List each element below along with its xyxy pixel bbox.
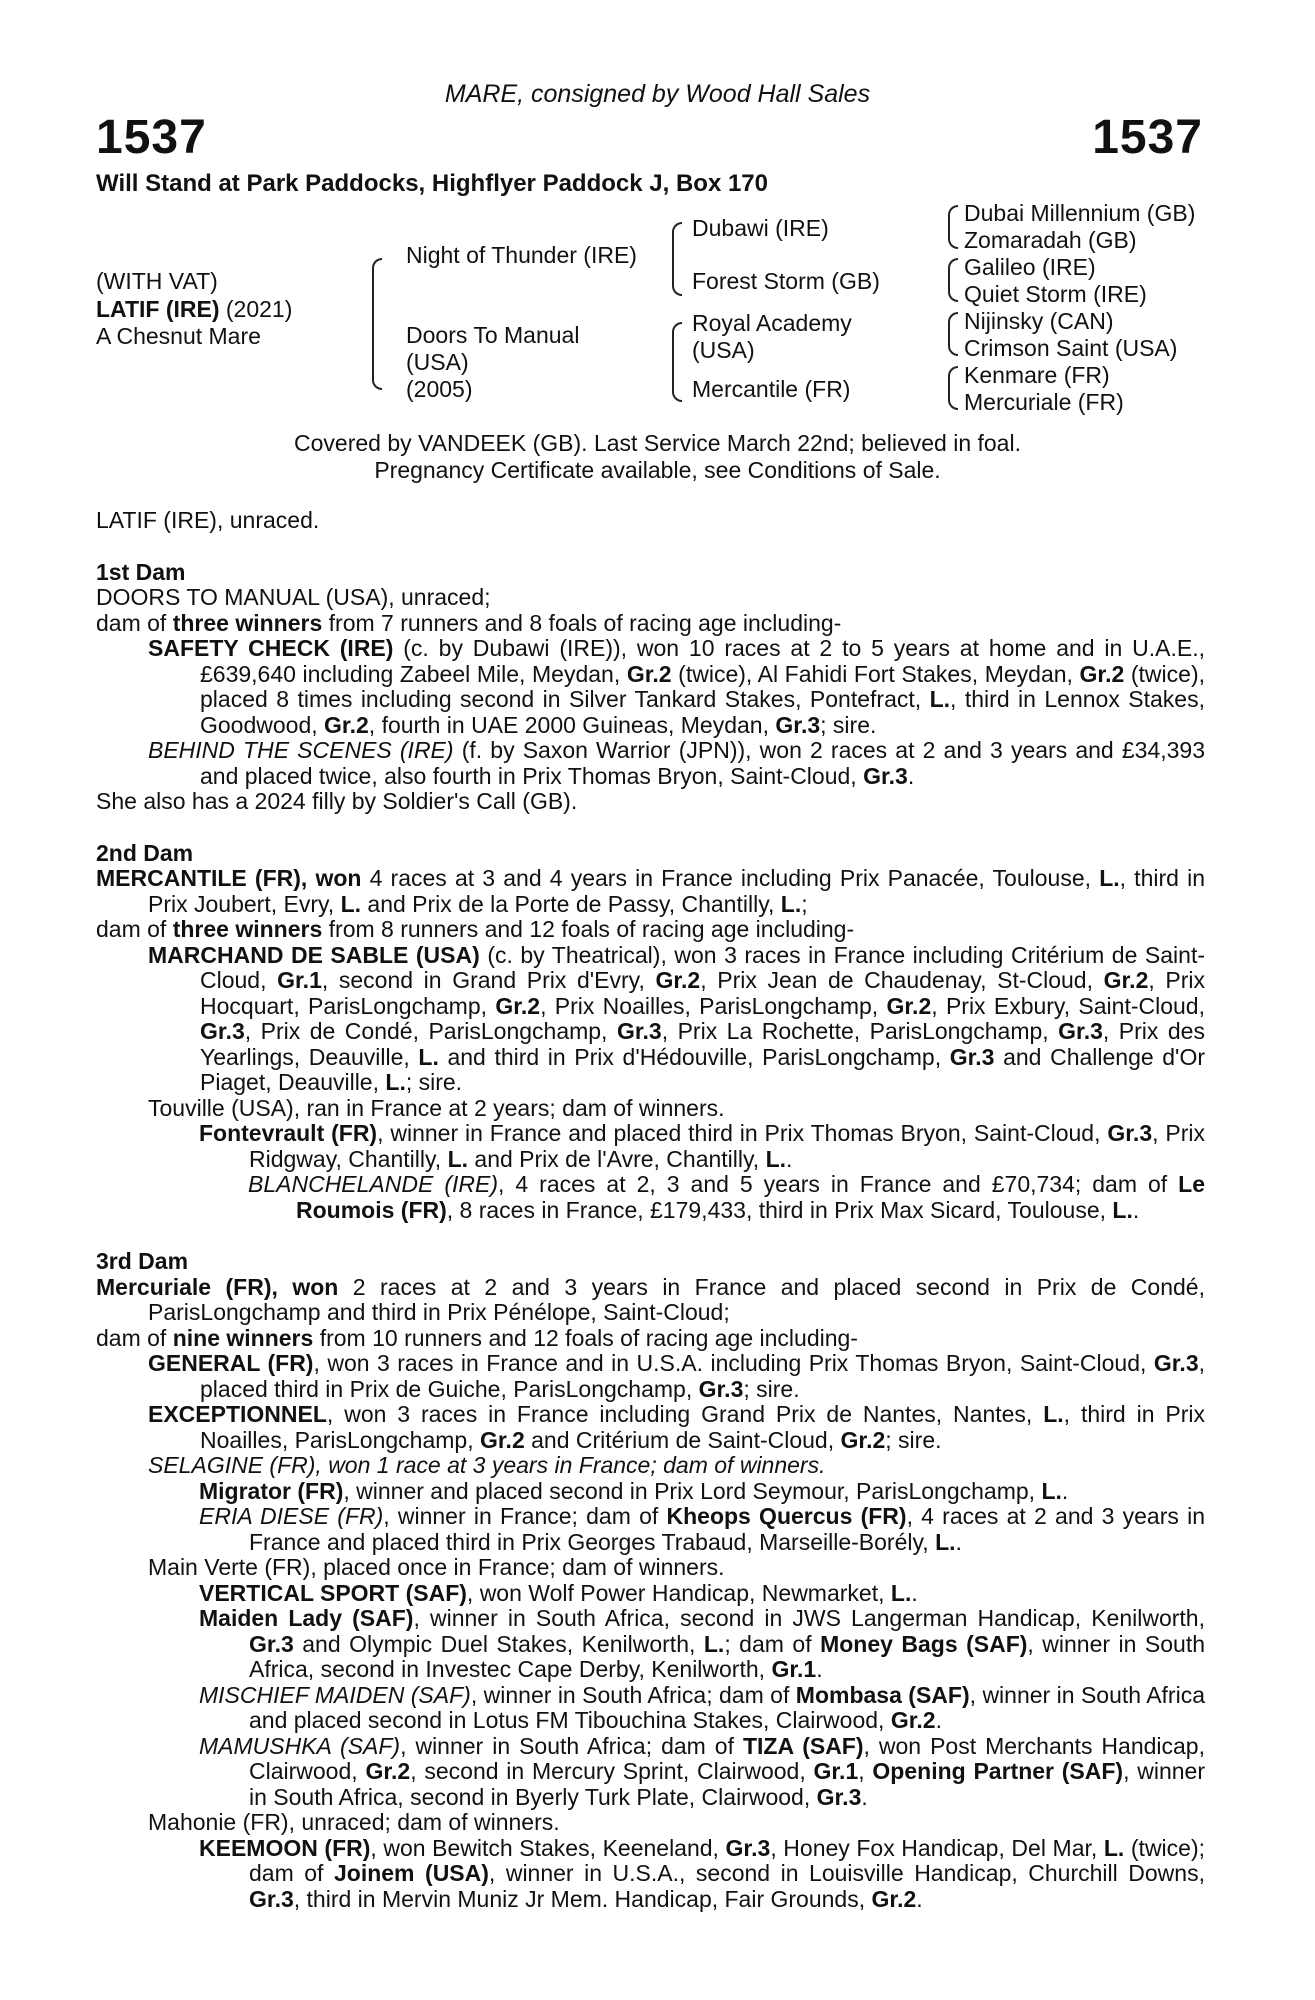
second-dam-record [96, 866, 1205, 917]
progeny-marchand-de-sable [96, 943, 1205, 1096]
won: , won [271, 1273, 339, 1300]
progeny-mamushka [96, 1734, 1205, 1811]
text: from 7 runners and 8 foals of racing age including- [322, 609, 842, 636]
grade: Gr.2 [655, 967, 701, 993]
progeny-general [96, 1351, 1205, 1402]
horse-name: LATIF (IRE) [96, 296, 220, 322]
second-dam-dam-of [96, 917, 1205, 943]
horse-name: VERTICAL SPORT (SAF) [199, 1579, 467, 1606]
grade: L. [1103, 1834, 1125, 1861]
horse-name: Opening Partner (SAF) [872, 1758, 1124, 1784]
grade: Gr.2 [871, 1885, 917, 1912]
progeny-eria-diese [96, 1504, 1205, 1555]
text: and Olympic Duel Stakes, Kenilworth, [293, 1630, 704, 1657]
text: , Prix Ridgway, Chantilly, [249, 1120, 1206, 1172]
grade: L. [447, 1145, 469, 1172]
text: (twice), placed 8 times including second in Silver Tankard Stakes, Pontefract, [200, 660, 1205, 712]
text: , Prix Hocquart, ParisLongchamp, [200, 967, 1205, 1019]
text: , Prix Exbury, Saint-Cloud, [931, 992, 1205, 1019]
pedigree-brace-main [372, 258, 382, 390]
text: , winner and placed second in Prix Lord Seymour, ParisLongchamp, [343, 1477, 1042, 1504]
pedigree-sdd: Quiet Storm (IRE) [964, 281, 1147, 307]
pedigree-dam-2: (USA) [406, 349, 469, 375]
horse-name: ERIA DIESE (FR) [199, 1503, 384, 1529]
pedigree-brace-dam [672, 322, 682, 402]
grade: Gr.2 [495, 992, 541, 1019]
text: dam of [96, 916, 173, 942]
text: dam of [96, 1324, 173, 1351]
grade: Gr.2 [886, 992, 932, 1019]
grade: Gr.1 [771, 1656, 817, 1682]
progeny-mischief-maiden [96, 1683, 1205, 1734]
grade: L. [418, 1043, 439, 1070]
text: (twice); dam of [249, 1834, 1206, 1886]
pedigree-dd: Mercantile (FR) [692, 376, 851, 402]
grade: Gr.3 [816, 1783, 862, 1810]
winners-count: three winners [172, 916, 323, 942]
grade: L. [1043, 1401, 1064, 1427]
text: , second in Grand Prix d'Evry, [321, 967, 656, 993]
horse-name: MISCHIEF MAIDEN (SAF) [199, 1681, 471, 1708]
text: , fourth in UAE 2000 Guineas, Meydan, [368, 711, 776, 738]
third-dam-heading: 3rd Dam [96, 1248, 189, 1274]
grade: Gr.2 [1103, 967, 1149, 993]
text: (f. by Saxon Warrior (JPN)), won 2 races at 2 and 3 years and £34,393 and placed twice, also fourth in Prix Thomas Bryon, Saint-Cloud, [200, 737, 1205, 789]
text: , winner in France and placed third in Prix Thomas Bryon, Saint-Cloud, [377, 1120, 1108, 1146]
catalogue-body [96, 508, 1205, 1912]
progeny-blanchelande [96, 1172, 1205, 1223]
grade: L. [929, 686, 951, 712]
text: from 10 runners and 12 foals of racing age including- [313, 1324, 858, 1351]
grade: Gr.3 [249, 1630, 294, 1657]
covered-line-1: Covered by VANDEEK (GB). Last Service March 22nd; believed in foal. [294, 430, 1021, 456]
horse-name: TIZA (SAF) [742, 1732, 864, 1759]
text: ; sire. [885, 1426, 942, 1453]
covered-note [0, 430, 1315, 484]
pedigree-sd: Forest Storm (GB) [692, 268, 880, 294]
pedigree-brace-4 [948, 366, 958, 410]
text: ; sire. [820, 711, 877, 738]
pedigree-brace-1 [948, 205, 958, 249]
text: . [907, 762, 915, 789]
pedigree-ds-2: (USA) [692, 337, 755, 363]
grade: Gr.2 [479, 1426, 525, 1453]
text: and Critérium de Saint-Cloud, [524, 1426, 841, 1453]
text: ; sire. [405, 1069, 463, 1095]
grade: Gr.3 [949, 1043, 995, 1070]
horse-name: MERCANTILE (FR) [96, 865, 301, 891]
text: , third in Mervin Muniz Jr Mem. Handicap, Fair Grounds, [293, 1885, 872, 1912]
pedigree-sds: Galileo (IRE) [964, 254, 1096, 280]
grade: L. [890, 1579, 912, 1606]
first-dam-heading: 1st Dam [96, 558, 186, 585]
text: (c. by Dubawi (IRE)), won 10 races at 2 to 5 years at home and in U.A.E., £639,640 including Zabeel Mile, Meydan, [200, 635, 1205, 687]
grade: L. [385, 1069, 406, 1095]
pedigree-dsd: Crimson Saint (USA) [964, 335, 1178, 361]
text: , Prix des Yearlings, Deauville, [200, 1018, 1205, 1070]
horse-name: Kheops Quercus (FR) [666, 1503, 907, 1529]
grade: Gr.3 [775, 711, 821, 738]
pedigree-dam-1: Doors To Manual [406, 322, 580, 348]
grade: Gr.3 [698, 1375, 744, 1402]
text: . [1061, 1477, 1069, 1504]
grade: Gr.2 [324, 711, 369, 738]
grade: Gr.1 [813, 1758, 859, 1784]
first-dam-dam-of [96, 611, 1205, 637]
horse-name: Joinem (USA) [333, 1860, 489, 1886]
grade: L. [765, 1145, 787, 1172]
progeny-selagine: SELAGINE (FR), won 1 race at 3 years in France; dam of winners. [148, 1452, 826, 1478]
text: , winner in South Africa, second in Investec Cape Derby, Kenilworth, [249, 1630, 1206, 1682]
first-dam-also: She also has a 2024 filly by Soldier's Call (GB). [96, 788, 578, 814]
grade: Gr.3 [725, 1834, 771, 1861]
progeny-main-verte: Main Verte (FR), placed once in France; dam of winners. [148, 1554, 725, 1580]
covered-line-2: Pregnancy Certificate available, see Conditions of Sale. [374, 457, 941, 483]
text: , won Wolf Power Handicap, Newmarket, [466, 1579, 891, 1606]
text: and Prix de la Porte de Passy, Chantilly, [361, 890, 781, 917]
text: ; sire. [743, 1375, 800, 1402]
grade: Gr.2 [1079, 660, 1125, 687]
text: . [861, 1783, 868, 1810]
grade: Gr.2 [365, 1758, 411, 1784]
text: 2 races at 2 and 3 years in France and placed second in Prix de Condé, ParisLongchamp and third in Prix Pénélope, Saint-Cloud; [148, 1273, 1205, 1325]
pedigree-dds: Kenmare (FR) [964, 362, 1110, 388]
text: , 4 races at 2, 3 and 5 years in France and £70,734; dam of [498, 1171, 1179, 1197]
text: , second in Mercury Sprint, Clairwood, [410, 1758, 814, 1784]
progeny-behind-the-scenes [96, 738, 1205, 789]
text: , winner in U.S.A., second in Louisville Handicap, Churchill Downs, [488, 1860, 1205, 1886]
pedigree-brace-2 [948, 258, 958, 302]
horse-name: Migrator (FR) [199, 1477, 344, 1504]
pedigree-ddd: Mercuriale (FR) [964, 389, 1124, 415]
progeny-touville: Touville (USA), ran in France at 2 years; dam of winners. [148, 1094, 725, 1121]
horse-name: BEHIND THE SCENES (IRE) [148, 737, 454, 763]
grade: L. [1041, 1477, 1062, 1504]
text: , winner in South Africa, second in JWS Langerman Handicap, Kenilworth, [413, 1605, 1205, 1631]
grade: L. [780, 890, 802, 917]
text: . [786, 1145, 793, 1172]
horse-name: GENERAL (FR) [148, 1350, 314, 1376]
pedigree-dss: Nijinsky (CAN) [964, 308, 1114, 334]
horse-name: Mercuriale (FR) [96, 1273, 272, 1300]
text: , winner in France; dam of [383, 1503, 667, 1529]
text: and third in Prix d'Hédouville, ParisLongchamp, [438, 1043, 950, 1070]
text: ; [801, 890, 808, 917]
text: . [816, 1656, 823, 1682]
text: , won 3 races in France including Grand Prix de Nantes, Nantes, [326, 1401, 1044, 1427]
stand-location: Will Stand at Park Paddocks, Highflyer Paddock J, Box 170 [96, 170, 768, 197]
grade: Gr.3 [1107, 1120, 1153, 1146]
horse-name: Maiden Lady (SAF) [199, 1605, 414, 1631]
lot-number-right: 1537 [1092, 111, 1203, 164]
pedigree-sss: Dubai Millennium (GB) [964, 200, 1196, 226]
text: (c. by Theatrical), won 3 races in France including Critérium de Saint-Cloud, [200, 941, 1205, 993]
pedigree-brace-3 [948, 312, 958, 356]
grade: Gr.1 [277, 967, 322, 993]
text: (twice), Al Fahidi Fort Stakes, Meydan, [671, 660, 1080, 687]
horse-name: EXCEPTIONNEL [148, 1401, 327, 1427]
horse-name: Money Bags (SAF) [820, 1630, 1028, 1657]
progeny-vertical-sport [96, 1581, 1205, 1607]
progeny-fontevrault [96, 1121, 1205, 1172]
text: 4 races at 3 and 4 years in France including Prix Panacée, Toulouse, [361, 865, 1100, 891]
grade: L. [340, 890, 362, 917]
grade: L. [1112, 1196, 1133, 1223]
horse-name: BLANCHELANDE (IRE) [248, 1171, 498, 1197]
race-record: LATIF (IRE), unraced. [96, 507, 320, 533]
text: dam of [96, 609, 173, 636]
horse-name: SAFETY CHECK (IRE) [148, 635, 394, 661]
text: , winner in South Africa, second in Byerly Turk Plate, Clairwood, [249, 1758, 1206, 1810]
text: , winner in South Africa; dam of [400, 1732, 743, 1759]
text: ; dam of [724, 1630, 821, 1657]
text: . [1132, 1196, 1140, 1223]
text: , third in Prix Joubert, Evry, [148, 865, 1205, 917]
grade: Gr.3 [1058, 1018, 1103, 1044]
second-dam-heading: 2nd Dam [96, 839, 194, 866]
text: , placed third in Prix de Guiche, ParisLongchamp, [200, 1350, 1206, 1402]
pedigree-ss: Dubawi (IRE) [692, 215, 829, 241]
horse-name: KEEMOON (FR) [199, 1834, 371, 1861]
progeny-maiden-lady [96, 1606, 1205, 1683]
progeny-mahonie: Mahonie (FR), unraced; dam of winners. [148, 1809, 560, 1835]
progeny-exceptionnel [96, 1402, 1205, 1453]
text: . [916, 1885, 923, 1912]
grade: L. [935, 1528, 956, 1555]
vat-note: (WITH VAT) [96, 268, 218, 294]
horse-name: Fontevrault (FR) [199, 1120, 378, 1146]
first-dam-intro: DOORS TO MANUAL (USA), unraced; [96, 584, 491, 610]
horse-name: Le Roumois (FR) [296, 1171, 1206, 1223]
pedigree-ssd: Zomaradah (GB) [964, 227, 1137, 253]
text: . [911, 1579, 918, 1606]
pedigree-ds-1: Royal Academy [692, 310, 852, 336]
horse-year: (2021) [225, 296, 293, 322]
won: , won [300, 865, 362, 891]
text: , third in Lennox Stakes, Goodwood, [200, 686, 1205, 738]
grade: Gr.3 [863, 762, 908, 789]
text: , third in Prix Noailles, ParisLongchamp, [200, 1401, 1205, 1453]
progeny-keemoon [96, 1836, 1205, 1913]
text: and Challenge d'Or Piaget, Deauville, [200, 1043, 1206, 1095]
horse-name: MARCHAND DE SABLE (USA) [148, 941, 480, 968]
grade: Gr.2 [840, 1426, 886, 1453]
horse-name: Mombasa (SAF) [795, 1681, 970, 1708]
text: , winner in South Africa; dam of [470, 1681, 796, 1708]
text: , Prix de Condé, ParisLongchamp, [244, 1018, 617, 1044]
horse-title [96, 296, 292, 323]
text: . [935, 1707, 942, 1733]
text: from 8 runners and 12 foals of racing age including- [322, 916, 855, 942]
horse-description: A Chesnut Mare [96, 323, 261, 349]
text: , Prix Jean de Chaudenay, St-Cloud, [700, 967, 1104, 993]
text: , 4 races at 2 and 3 years in France and placed third in Prix Georges Trabaud, Marseille-Borély, [249, 1503, 1205, 1555]
text: . [955, 1528, 962, 1555]
grade: Gr.2 [890, 1707, 936, 1733]
grade: L. [703, 1630, 725, 1657]
winners-count: three winners [172, 609, 323, 636]
winners-count: nine winners [172, 1324, 314, 1351]
third-dam-dam-of [96, 1326, 1205, 1352]
text: and Prix de l'Avre, Chantilly, [468, 1145, 766, 1172]
horse-name: MAMUSHKA (SAF) [199, 1732, 401, 1759]
progeny-safety-check [96, 636, 1205, 738]
text: , Honey Fox Handicap, Del Mar, [770, 1834, 1104, 1861]
grade: Gr.3 [249, 1885, 294, 1912]
progeny-migrator [96, 1479, 1205, 1505]
pedigree-brace-sire [672, 222, 682, 296]
text: , 8 races in France, £179,433, third in Prix Max Sicard, Toulouse, [446, 1196, 1113, 1223]
consigned-by: MARE, consigned by Wood Hall Sales [444, 80, 871, 108]
grade: Gr.3 [616, 1018, 662, 1044]
text: , Prix Noailles, ParisLongchamp, [540, 992, 887, 1019]
text: , [858, 1758, 873, 1784]
text: , won 3 races in France and in U.S.A. including Prix Thomas Bryon, Saint-Cloud, [313, 1350, 1154, 1376]
text: , Prix La Rochette, ParisLongchamp, [661, 1018, 1059, 1044]
grade: Gr.3 [1153, 1350, 1199, 1376]
pedigree-sire: Night of Thunder (IRE) [406, 242, 637, 268]
grade: Gr.2 [626, 660, 672, 687]
third-dam-record [96, 1275, 1205, 1326]
lot-number-left: 1537 [96, 111, 207, 164]
grade: Gr.3 [200, 1018, 245, 1044]
grade: L. [1099, 865, 1120, 891]
text: , won Post Merchants Handicap, Clairwood, [249, 1732, 1205, 1784]
text: , won Bewitch Stakes, Keeneland, [370, 1834, 726, 1861]
text: , winner in South Africa and placed second in Lotus FM Tibouchina Stakes, Clairwood, [249, 1681, 1205, 1733]
pedigree-dam-3: (2005) [406, 376, 473, 402]
